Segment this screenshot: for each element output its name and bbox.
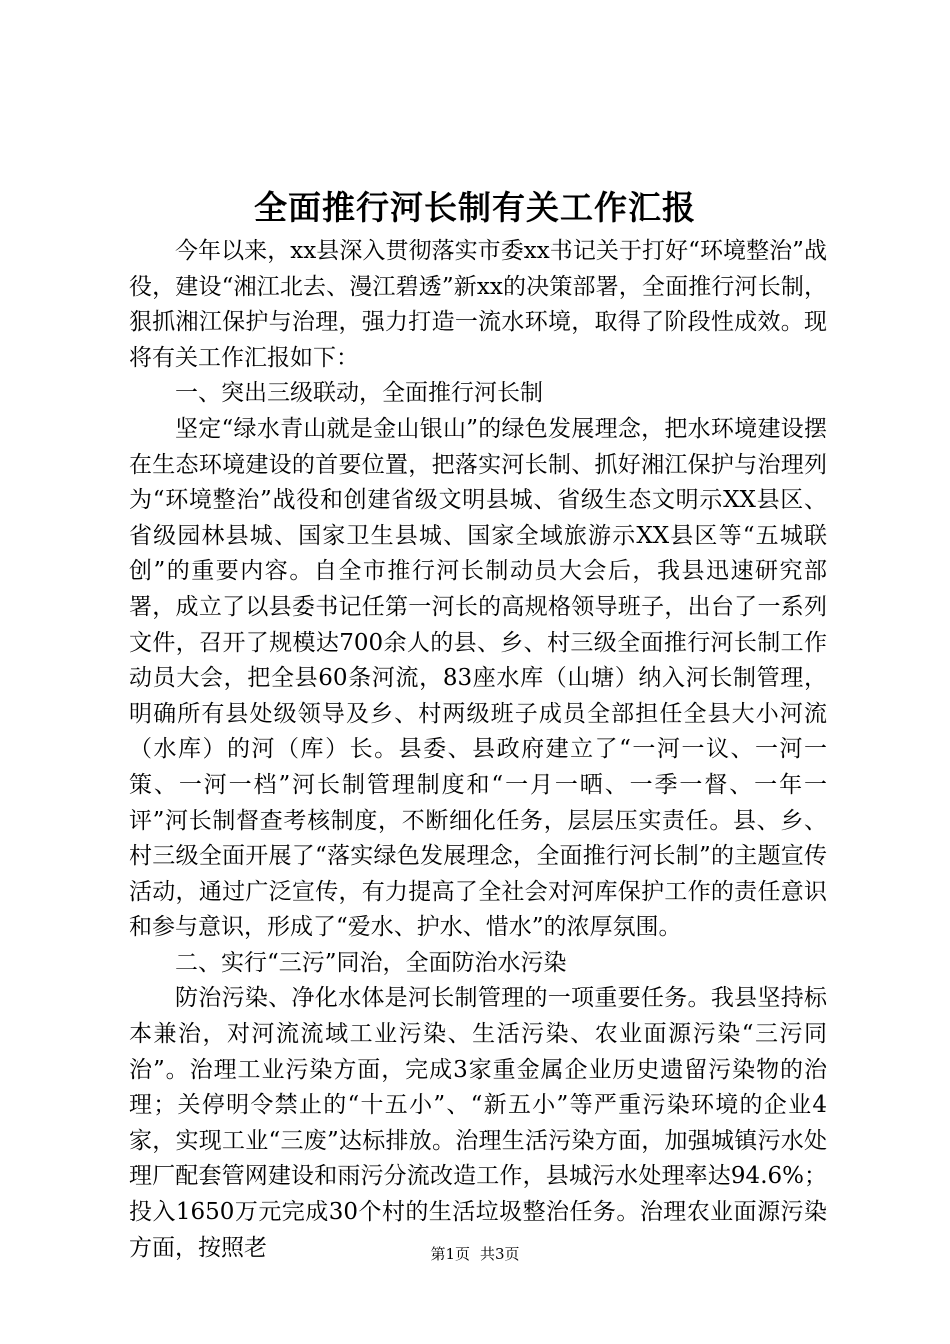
intro-paragraph: 今年以来，xx县深入贯彻落实市委xx书记关于打好“环境整治”战役，建设“湘江北去、漫江碧透”新xx的决策部署，全面推行河长制，狠抓湘江保护与治理，强力打造一流水环境，取得了阶段性成效。现将有关工作汇报如下： — [129, 238, 827, 371]
section-1-paragraph: 坚定“绿水青山就是金山银山”的绿色发展理念，把水环境建设摆在生态环境建设的首要位置，把落实河长制、抓好湘江保护与治理列为“环境整治”战役和创建省级文明县城、省级生态文明示XX县区、省级园林县城、国家卫生县城、国家全域旅游示XX县区等“五城联创”的重要内容。自全市推行河长制动员大会后，我县迅速研究部署，成立了以县委书记任第一河长的高规格领导班子，出台了一系列文件，召开了规模达700余人的县、乡、村三级全面推行河长制工作动员大会，把全县60条河流，83座水库（山塘）纳入河长制管理，明确所有县处级领导及乡、村两级班子成员全部担任全县大小河流（水库）的河（库）长。县委、县政府建立了“一河一议、一河一策、一河一档”河长制管理制度和“一月一晒、一季一督、一年一评”河长制督查考核制度，不断细化任务，层层压实责任。县、乡、村三级全面开展了“落实绿色发展理念，全面推行河长制”的主题宣传活动，通过广泛宣传，有力提高了全社会对河库保护工作的责任意识和参与意识，形成了“爱水、护水、惜水”的浓厚氛围。 — [129, 415, 827, 941]
document-body — [129, 234, 827, 1266]
page-total: 共3页 — [480, 1245, 520, 1263]
document-title: 全面推行河长制有关工作汇报 — [254, 188, 696, 227]
section-heading-2: 二、实行“三污”同治，全面防治水污染 — [175, 949, 567, 976]
page-number: 第1页 — [430, 1245, 470, 1263]
section-heading-1: 一、突出三级联动，全面推行河长制 — [175, 380, 543, 407]
page-footer — [0, 1242, 950, 1266]
section-2-paragraph: 防治污染、净化水体是河长制管理的一项重要任务。我县坚持标本兼治，对河流流域工业污染、生活污染、农业面源污染“三污同治”。治理工业污染方面，完成3家重金属企业历史遗留污染物的治理；关停明令禁止的“十五小”、“新五小”等严重污染环境的企业4家，实现工业“三废”达标排放。治理生活污染方面，加强城镇污水处理厂配套管网建设和雨污分流改造工作，县城污水处理率达94.6%；投入1650万元完成30个村的生活垃圾整治任务。治理农业面源污染方面，按照老 — [129, 985, 827, 1261]
